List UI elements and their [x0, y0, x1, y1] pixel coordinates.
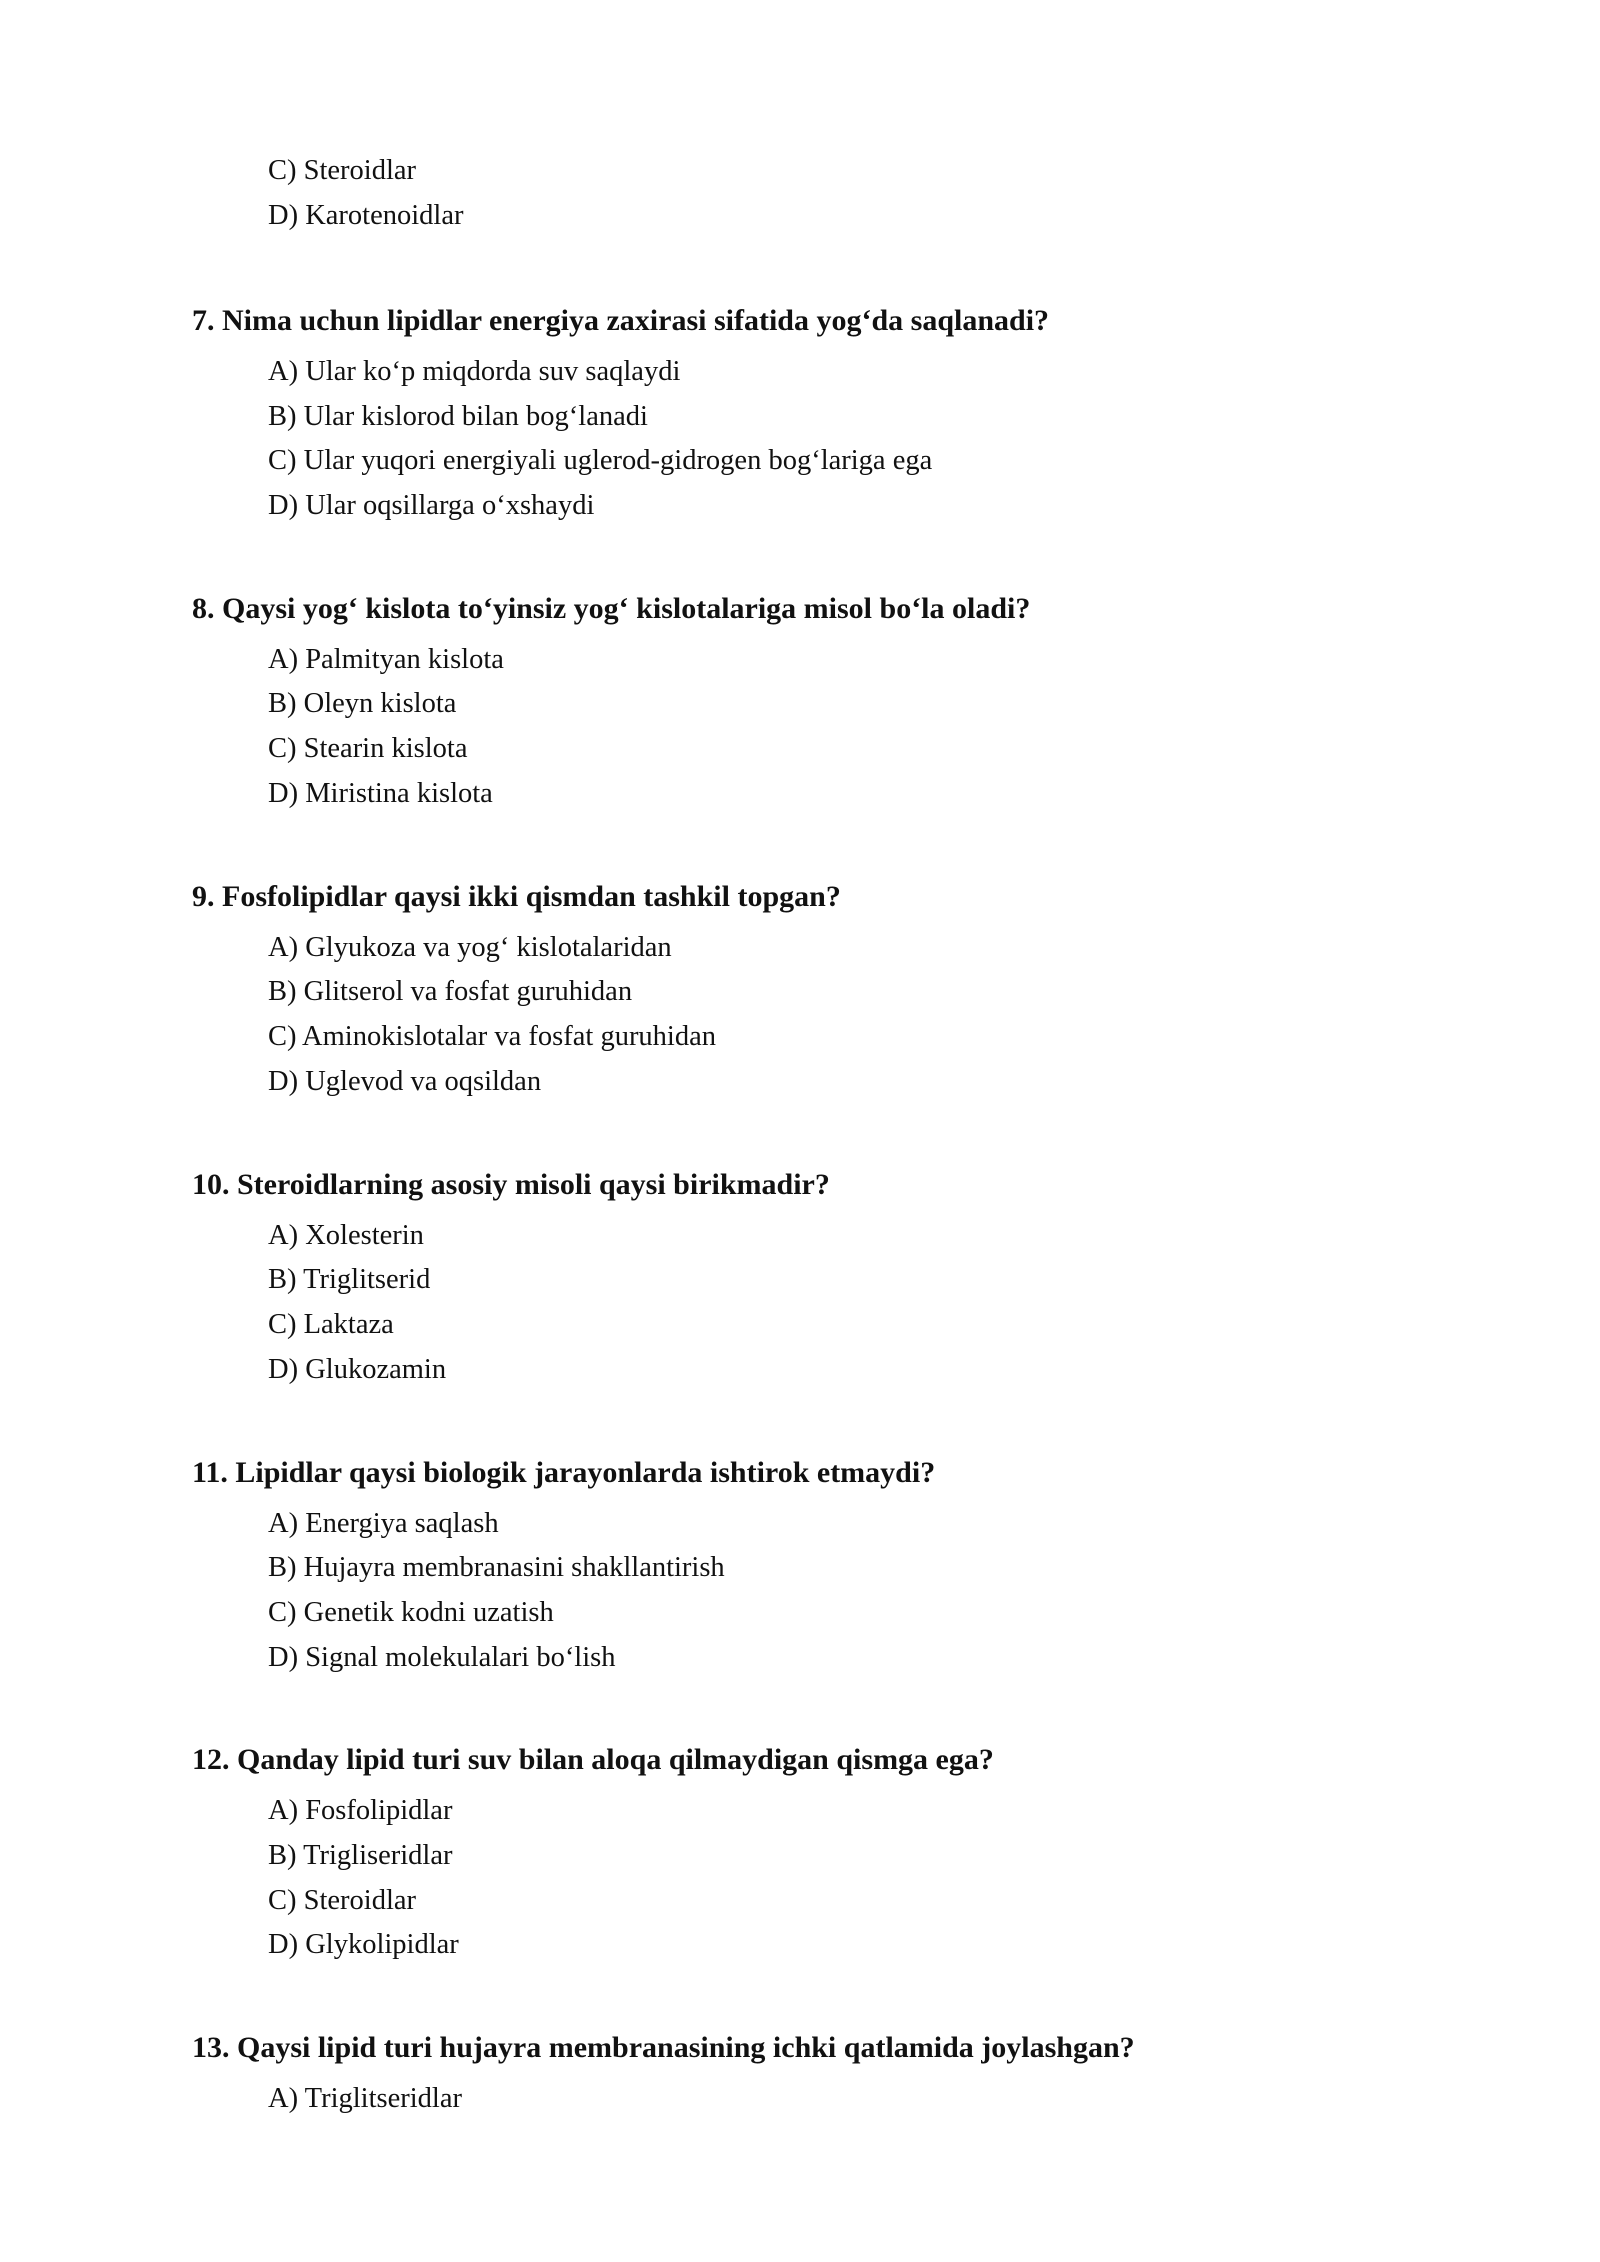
answer-option: C) Laktaza — [268, 1309, 394, 1340]
answer-option: D) Signal molekulalari bo‘lish — [268, 1642, 616, 1673]
question-title: 13. Qaysi lipid turi hujayra membranasining ichki qatlamida joylashgan? — [192, 2031, 1135, 2064]
answer-option: B) Triglitserid — [268, 1264, 431, 1295]
question-title: 12. Qanday lipid turi suv bilan aloqa qilmaydigan qismga ega? — [192, 1743, 994, 1776]
answer-option: A) Ular ko‘p miqdorda suv saqlaydi — [268, 356, 681, 387]
answer-option: D) Uglevod va oqsildan — [268, 1066, 542, 1097]
answer-option: A) Energiya saqlash — [268, 1508, 499, 1539]
question-title: 11. Lipidlar qaysi biologik jarayonlarda ishtirok etmaydi? — [192, 1456, 936, 1489]
answer-option: A) Palmityan kislota — [268, 644, 504, 675]
answer-option: A) Xolesterin — [268, 1220, 424, 1251]
answer-option: C) Steroidlar — [268, 1885, 417, 1916]
question-title: 7. Nima uchun lipidlar energiya zaxirasi sifatida yog‘da saqlanadi? — [192, 304, 1050, 337]
answer-option: C) Stearin kislota — [268, 733, 468, 764]
answer-option: B) Ular kislorod bilan bog‘lanadi — [268, 401, 648, 432]
answer-option: C) Aminokislotalar va fosfat guruhidan — [268, 1021, 716, 1052]
answer-option: B) Oleyn kislota — [268, 688, 457, 719]
answer-option: B) Trigliseridlar — [268, 1840, 453, 1871]
answer-option: B) Hujayra membranasini shakllantirish — [268, 1552, 725, 1583]
answer-option: D) Miristina kislota — [268, 778, 493, 809]
answer-option: D) Ular oqsillarga o‘xshaydi — [268, 490, 595, 521]
answer-option: A) Triglitseridlar — [268, 2083, 462, 2114]
answer-option: C) Steroidlar — [268, 155, 417, 186]
answer-option: D) Karotenoidlar — [268, 200, 464, 231]
answer-option: B) Glitserol va fosfat guruhidan — [268, 976, 633, 1007]
question-title: 8. Qaysi yog‘ kislota to‘yinsiz yog‘ kislotalariga misol bo‘la oladi? — [192, 592, 1031, 625]
answer-option: D) Glykolipidlar — [268, 1929, 459, 1960]
question-title: 10. Steroidlarning asosiy misoli qaysi birikmadir? — [192, 1168, 830, 1201]
answer-option: D) Glukozamin — [268, 1354, 447, 1385]
answer-option: C) Genetik kodni uzatish — [268, 1597, 554, 1628]
question-title: 9. Fosfolipidlar qaysi ikki qismdan tashkil topgan? — [192, 880, 841, 913]
answer-option: C) Ular yuqori energiyali uglerod-gidrogen bog‘lariga ega — [268, 445, 933, 476]
answer-option: A) Glyukoza va yog‘ kislotalaridan — [268, 932, 672, 963]
answer-option: A) Fosfolipidlar — [268, 1795, 453, 1826]
